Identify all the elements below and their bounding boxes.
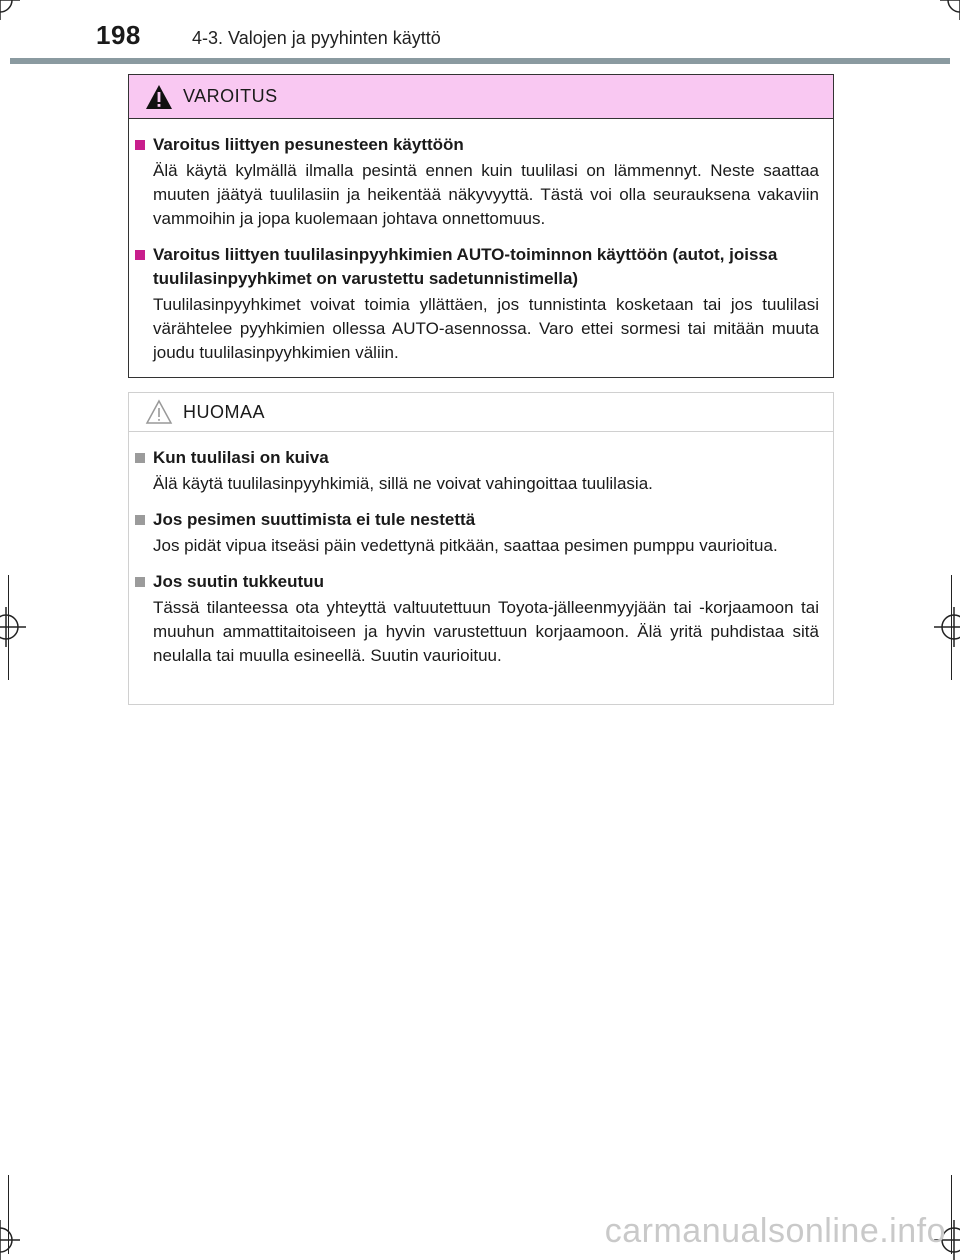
crop-line — [8, 575, 9, 680]
warning-header — [129, 75, 833, 119]
warning-item — [135, 133, 819, 231]
warning-title: VAROITUS — [183, 86, 278, 106]
crop-line — [951, 1175, 952, 1254]
warning-body — [129, 119, 833, 365]
square-bullet-icon — [135, 250, 145, 260]
warning-item-text: Tuulilasinpyyhkimet voivat toimia yllättäen, jos tunnistinta kosketaan tai jos tuulilasi värähtelee pyyhkimien ollessa AUTO-asennossa. Varo ettei sormesi tai mitään muuta joudu tuulilasinpyyhkimien väliin. — [153, 295, 819, 362]
header-rule — [10, 58, 950, 64]
notice-item-heading: Kun tuulilasi on kuiva — [153, 448, 329, 467]
square-bullet-icon — [135, 515, 145, 525]
warning-triangle-icon — [145, 84, 173, 110]
warning-item-heading: Varoitus liittyen pesunesteen käyttöön — [153, 135, 464, 154]
notice-item-text: Älä käytä tuulilasinpyyhkimiä, sillä ne voivat vahingoittaa tuulilasia. — [153, 474, 653, 493]
registration-mark-bottom-left — [0, 1220, 20, 1260]
registration-mark-top-right — [940, 0, 960, 20]
warning-item — [135, 243, 819, 365]
notice-item-text: Tässä tilanteessa ota yhteyttä valtuutettuun Toyota-jälleenmyyjään tai -korjaamoon tai muuhun ammattitaitoiseen ja hyvin varustettuun korjaamoon. Älä yritä puhdistaa sitä neulalla tai muulla esineellä. Suutin vaurioituu. — [153, 598, 819, 665]
caution-triangle-icon — [145, 399, 173, 425]
crop-line — [8, 1175, 9, 1254]
crop-line — [951, 575, 952, 680]
notice-title: HUOMAA — [183, 401, 266, 422]
square-bullet-icon — [135, 577, 145, 587]
warning-item-heading: Varoitus liittyen tuulilasinpyyhkimien AUTO-toiminnon käyttöön (autot, joissa tuulilasinpyyhkimet on varustettu sadetunnistimella) — [153, 245, 778, 288]
section-title: 4-3. Valojen ja pyyhinten käyttö — [192, 28, 441, 48]
notice-header — [129, 393, 833, 432]
warning-item-text: Älä käytä kylmällä ilmalla pesintä ennen kuin tuulilasi on lämmennyt. Neste saattaa muuten jäätyä tuulilasiin ja heikentää näkyvyyttä. Tästä voi olla seurauksena vakaviin vammoihin ja jopa kuolemaan johtava onnettomuus. — [153, 161, 819, 228]
notice-body — [129, 432, 833, 668]
notice-item — [135, 446, 819, 496]
registration-mark-top-left — [0, 0, 20, 20]
registration-mark-middle-left — [0, 607, 26, 647]
registration-mark-middle-right — [934, 607, 960, 647]
watermark: carmanualsonline.info — [604, 1212, 946, 1250]
notice-item-heading: Jos pesimen suuttimista ei tule nestettä — [153, 510, 476, 529]
warning-box — [128, 74, 834, 378]
page-number: 198 — [96, 20, 141, 50]
notice-item — [135, 508, 819, 558]
notice-item-text: Jos pidät vipua itseäsi päin vedettynä pitkään, saattaa pesimen pumppu vaurioitua. — [153, 536, 778, 555]
notice-item — [135, 570, 819, 668]
square-bullet-icon — [135, 453, 145, 463]
notice-box — [128, 392, 834, 705]
square-bullet-icon — [135, 140, 145, 150]
notice-item-heading: Jos suutin tukkeutuu — [153, 572, 324, 591]
